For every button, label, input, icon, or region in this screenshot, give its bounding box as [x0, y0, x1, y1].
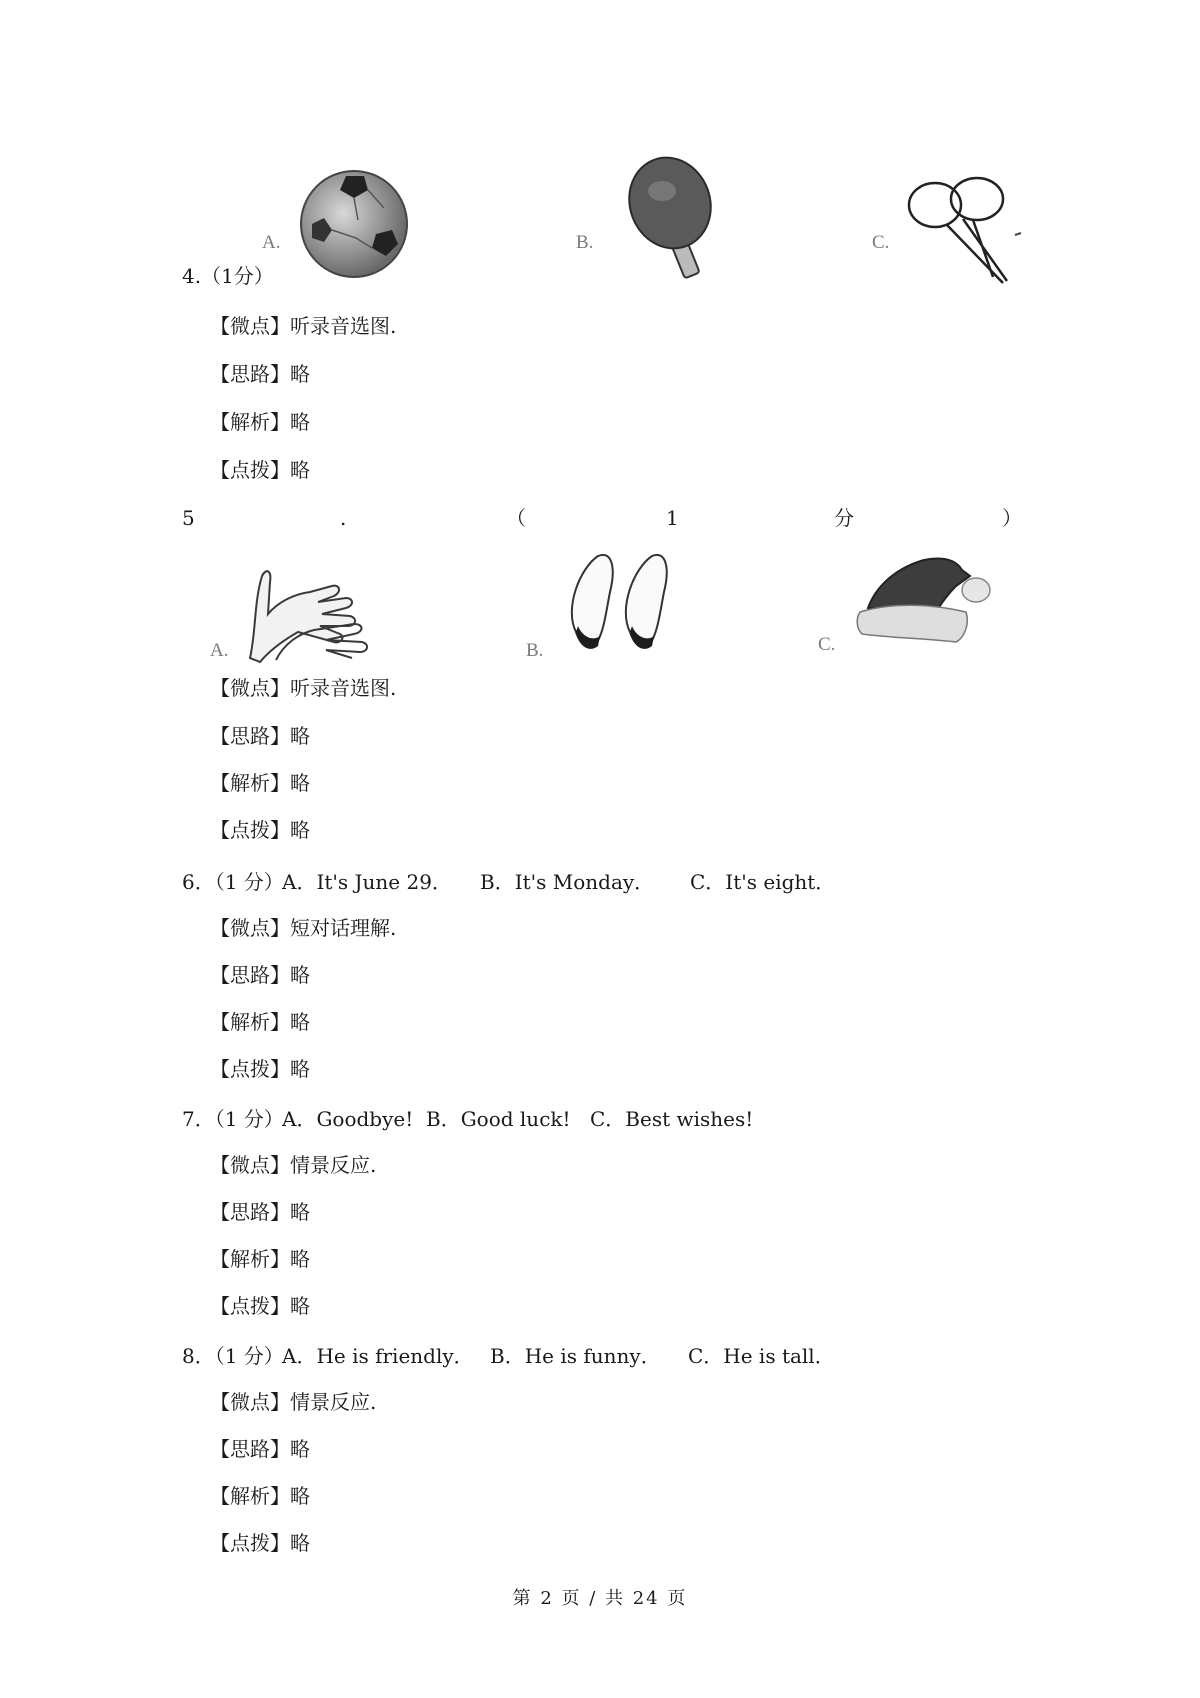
q8-note-tip: 【点拨】略: [210, 1531, 310, 1555]
q7-number: 7．（1 分）: [182, 1107, 284, 1131]
q5-note-analysis: 【解析】略: [210, 771, 310, 795]
q5-header-dot: .: [340, 506, 347, 530]
q6-option-a: A．It's June 29．: [282, 870, 452, 894]
winter-hat-image: [852, 546, 992, 658]
q7-note-point: 【微点】情景反应.: [210, 1153, 377, 1177]
q6-note-analysis: 【解析】略: [210, 1010, 310, 1034]
q5-note-tip: 【点拨】略: [210, 818, 310, 842]
q4-note-point: 【微点】听录音选图.: [210, 314, 397, 338]
q8-option-b: B．He is funny．: [490, 1344, 661, 1368]
ping-pong-paddle-image: [622, 155, 732, 285]
q8-note-point: 【微点】情景反应.: [210, 1390, 377, 1414]
q6-note-tip: 【点拨】略: [210, 1057, 310, 1081]
tennis-rackets-image: [903, 175, 1023, 287]
q4-note-idea: 【思路】略: [210, 362, 310, 386]
soccer-ball-image: [298, 168, 410, 280]
q6-option-c: C．It's eight．: [690, 870, 836, 894]
page-footer: 第 2 页 / 共 24 页: [512, 1588, 688, 1609]
q8-number: 8．（1 分）: [182, 1344, 284, 1368]
q7-note-tip: 【点拨】略: [210, 1294, 310, 1318]
q8-option-c: C．He is tall．: [688, 1344, 835, 1368]
q5-note-point: 【微点】听录音选图.: [210, 676, 397, 700]
q6-note-idea: 【思路】略: [210, 963, 310, 987]
q5-option-a-label: A.: [210, 640, 229, 661]
q8-note-idea: 【思路】略: [210, 1437, 310, 1461]
q5-header-score: 1: [666, 506, 679, 530]
q5-option-c-label: C.: [818, 634, 836, 655]
q7-option-c: C．Best wishes!: [590, 1107, 754, 1131]
q5-option-b-label: B.: [526, 640, 544, 661]
q4-option-c-label: C.: [872, 232, 890, 253]
gloves-image: [236, 562, 386, 664]
q6-option-b: B．It's Monday．: [480, 870, 655, 894]
q6-note-point: 【微点】短对话理解.: [210, 916, 397, 940]
q7-note-analysis: 【解析】略: [210, 1247, 310, 1271]
q4-note-analysis: 【解析】略: [210, 410, 310, 434]
q4-option-b-label: B.: [576, 232, 594, 253]
q4-number: 4.（1分）: [182, 264, 274, 288]
q8-option-a: A．He is friendly．: [282, 1344, 474, 1368]
q5-header-unit: 分: [834, 506, 854, 530]
q4-note-tip: 【点拨】略: [210, 458, 310, 482]
q5-header-number: 5: [182, 506, 195, 530]
q7-option-b: B．Good luck!: [426, 1107, 571, 1131]
q5-header-open-paren: （: [506, 506, 526, 530]
shoes-image: [558, 546, 678, 658]
q6-number: 6．（1 分）: [182, 870, 284, 894]
q5-note-idea: 【思路】略: [210, 724, 310, 748]
q7-note-idea: 【思路】略: [210, 1200, 310, 1224]
q4-option-a-label: A.: [262, 232, 281, 253]
q7-option-a: A．Goodbye!: [282, 1107, 414, 1131]
q5-header-close-paren: ）: [1002, 506, 1022, 530]
q8-note-analysis: 【解析】略: [210, 1484, 310, 1508]
